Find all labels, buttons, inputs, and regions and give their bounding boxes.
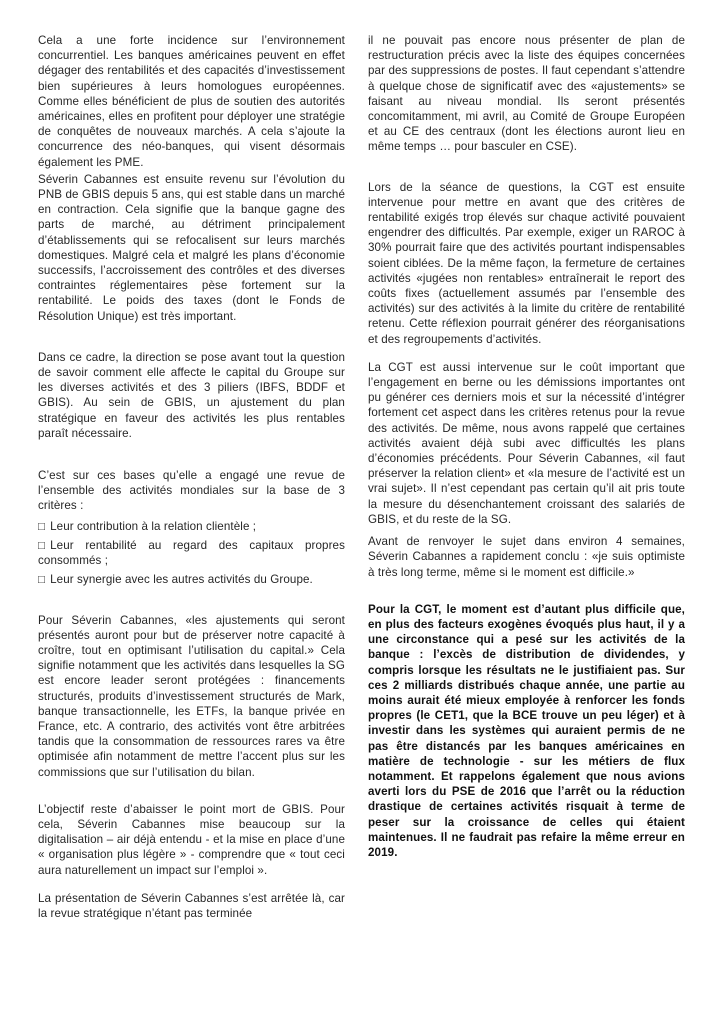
paragraph-left-6: L’objectif reste d’abaisser le point mort de GBIS. Pour cela, Séverin Cabannes mise beaucoup sur la digitalisation – air déjà entendu - et la mise en place d’une « organisation plus légère » - comprendre que « tout ceci aura naturellement un impact sur l’emploi ». <box>38 802 345 877</box>
paragraph-left-5: Pour Séverin Cabannes, «les ajustements qui seront présentés auront pour but de préserver notre capacité à croître, tout en optimisant l’utilisation du capital.» Cela signifie notamment que les activités dans lesquelles la SG est encore leader seront protégées : financements structurés, produits d’investissement structurés de Mark, banque transactionnelle, les ETFs, la banque privée en France, etc. A contrario, des activités vont être arbitrées tandis que la consommation de ressources rares va être optimisée afin notamment de mettre l’accent plus sur les commissions que sur l’utilisation du bilan. <box>38 613 345 779</box>
paragraph-left-2: Séverin Cabannes est ensuite revenu sur l’évolution du PNB de GBIS depuis 5 ans, qui est stable dans un marché en contraction. Cela signifie que la banque gagne des parts de marché, au détriment principalement d’établissements qui se refocalisent sur leurs marchés domestiques. Malgré cela et malgré les plans d’économie successifs, l’accroissement des contrôles et des diverses contraintes réglementaires pèse fortement sur la rentabilité. Le poids des taxes (dont le Fonds de Résolution Unique) est très important. <box>38 172 345 323</box>
two-column-layout <box>38 33 688 921</box>
paragraph-right-5-bold: Pour la CGT, le moment est d’autant plus difficile que, en plus des facteurs exogènes évoqués plus haut, il y a une circonstance qui a pesé sur les activités de la banque : l’excès de distribution de dividendes, y compris lorsque les résultats ne le justifiaient pas. Sur ces 2 milliards distribués chaque année, une partie au moins aurait été mieux employée à renforcer les fonds propres (le CET1, que la BCE trouve un peu léger) et à investir dans les systèmes qui auraient permis de ne pas être distancés par les banques américaines en matière de technologie - sur les métiers de flux notamment. Et rappelons également que nous avions averti lors du PSE de 2016 que l’arrêt ou la réduction drastique de certaines activités risquait à terme de peser sur la croissance de celles qui étaient maintenues. Il ne faudrait pas refaire la même erreur en 2019. <box>368 602 685 859</box>
paragraph-left-1: Cela a une forte incidence sur l’environnement concurrentiel. Les banques américaines peuvent en effet dégager des rentabilités et des capacités d’investissement bien supérieures à leurs homologues européennes. Comme elles bénéficient de plus de soutien des autorités américaines, elles en profitent pour déployer une stratégie de conquêtes de nouveaux marchés. A cela s’ajoute la concurrence des néo-banques, qui visent désormais également les PME. <box>38 34 345 169</box>
checkbox-bullet-icon: □ <box>38 573 46 587</box>
criteria-item-2 <box>38 538 345 568</box>
checkbox-bullet-icon: □ <box>38 538 46 552</box>
criteria-item-3 <box>38 572 345 587</box>
paragraph-left-4: C’est sur ces bases qu’elle a engagé une revue de l’ensemble des activités mondiales sur la base de 3 critères : <box>38 469 345 513</box>
paragraph-right-2: Lors de la séance de questions, la CGT est ensuite intervenue pour mettre en avant que des critères de rentabilité exigés trop élevés sur chaque activité pouvaient engendrer des difficultés. Par exemple, exiger un RAROC à 30% pourrait faire que des activités pourtant indispensables soient ciblées. De la même façon, la fermeture de certaines activités «jugées non rentables» entraînerait le report des coûts fixes (actuellement assumés par l’ensemble des activités) sur des activités à la limite du critère de rentabilité retenu. Cette réflexion pourrait générer des réorganisations et des regroupements d’activités. <box>368 180 685 346</box>
paragraph-left-7: La présentation de Séverin Cabannes s’est arrêtée là, car la revue stratégique n’étant pas terminée <box>38 891 345 920</box>
paragraph-right-4: Avant de renvoyer le sujet dans environ 4 semaines, Séverin Cabannes a rapidement conclu : «je suis optimiste à très long terme, même si le moment est difficile.» <box>368 535 685 579</box>
right-column <box>368 33 685 921</box>
criteria-item-1 <box>38 519 345 534</box>
left-column <box>38 33 345 921</box>
criteria-item-2-label: Leur rentabilité au regard des capitaux propres consommés ; <box>38 538 345 568</box>
criteria-item-3-label: Leur synergie avec les autres activités du Groupe. <box>50 573 313 587</box>
criteria-item-1-label: Leur contribution à la relation clientèle ; <box>50 519 257 533</box>
paragraph-right-3: La CGT est aussi intervenue sur le coût important que l’engagement en berne ou les démissions importantes ont pu générer ces derniers mois et sur la nécessité d’intégrer fortement cet aspect dans les critères retenus pour la revue des activités. De même, nous avons rappelé que certaines activités avaient déjà subi avec difficultés les plans d’économies précédents. Pour Séverin Cabannes, «il faut préserver la relation client» et «la mesure de l’activité est un vrai sujet». Il n’est cependant pas certain qu’il ait pris toute la mesure du désenchantement croissant des salariés de GBIS, et du reste de la SG. <box>368 360 685 526</box>
checkbox-bullet-icon: □ <box>38 519 46 533</box>
paragraph-right-1: il ne pouvait pas encore nous présenter de plan de restructuration précis avec la liste des équipes concernées par des suppressions de postes. Il faut cependant s’attendre à quelque chose de significatif avec des «ajustements» se faisant au niveau mondial. Ils seront présentés concomitamment, mi avril, au Comité de Groupe Européen et au CE des centraux (dont les élections auront lieu en même temps … pour basculer en CSE). <box>368 34 685 154</box>
paragraph-left-3: Dans ce cadre, la direction se pose avant tout la question de savoir comment elle affecte le capital du Groupe sur les diverses activités et des 3 piliers (IBFS, BDDF et GBIS). Au sein de GBIS, un ajustement du plan stratégique en faveur des activités les plus rentables paraît nécessaire. <box>38 350 345 440</box>
